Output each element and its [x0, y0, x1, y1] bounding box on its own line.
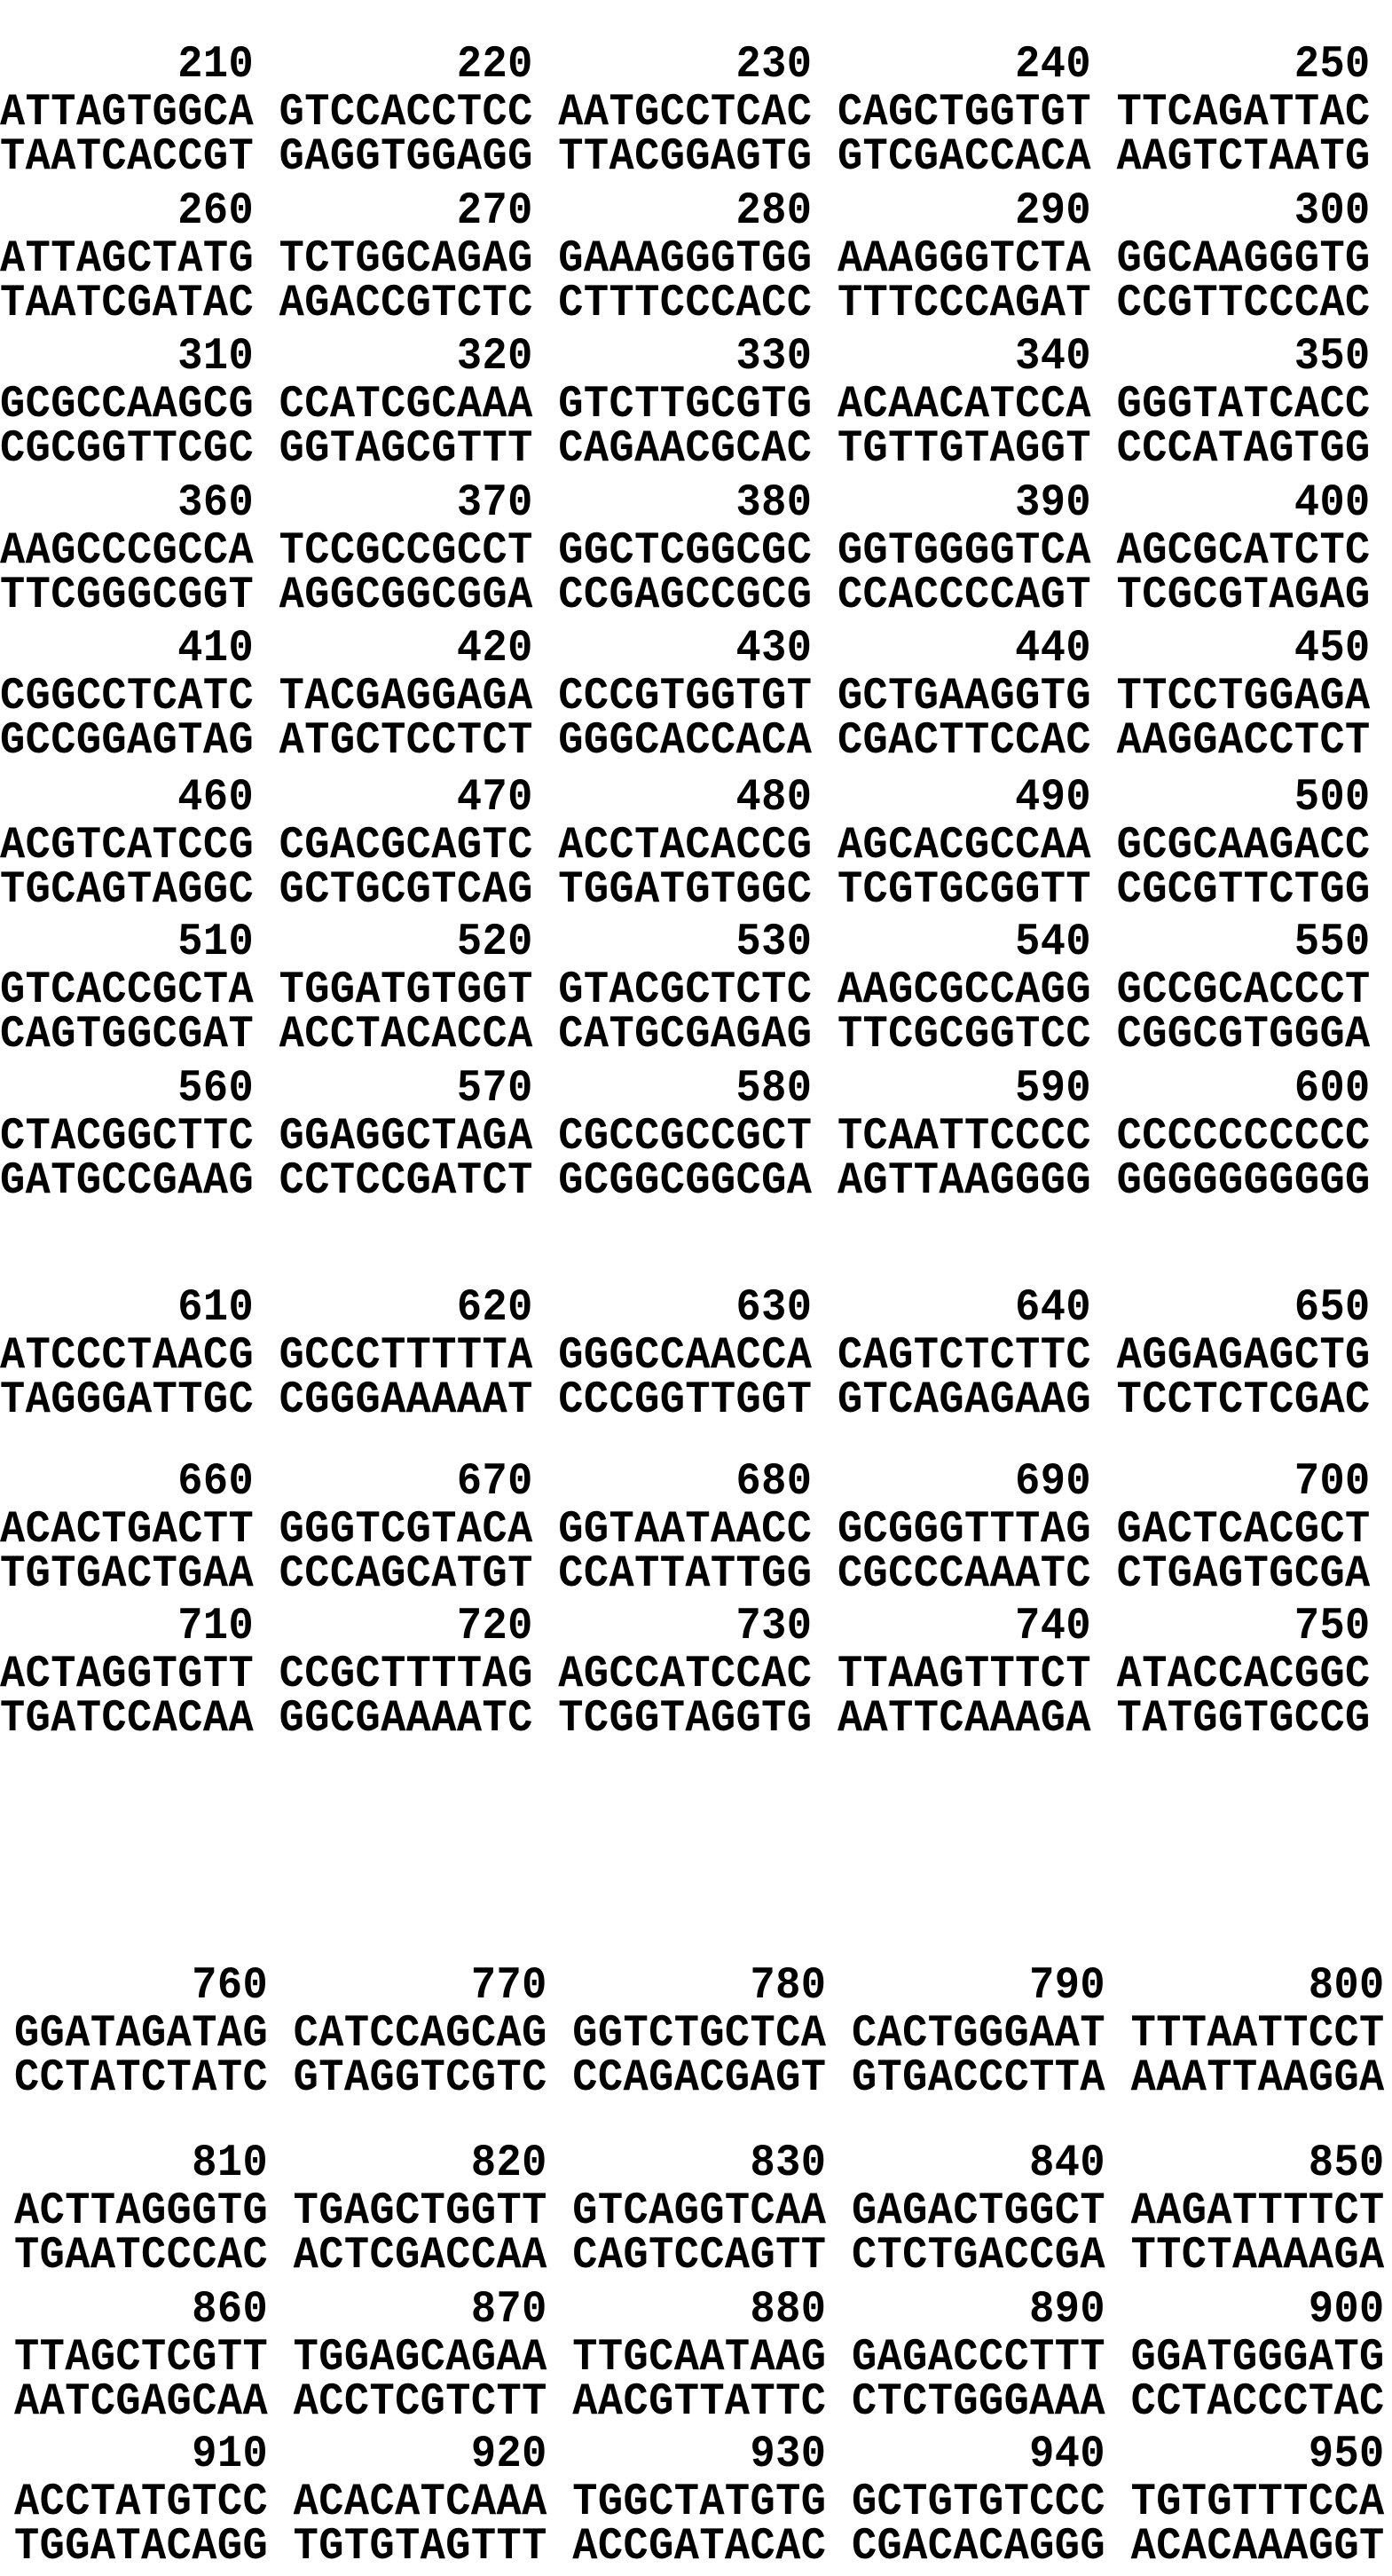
- position-labels: 710 720 730 740 750: [0, 1601, 1371, 1652]
- position-labels: 760 770 780 790 800: [14, 1960, 1385, 2012]
- bottom-strand-sequence: CGCGGTTCGC GGTAGCGTTT CAGAACGCAC TGTTGTAGGT CCCATAGTGG: [0, 423, 1371, 475]
- position-labels: 510 520 530 540 550: [0, 917, 1371, 968]
- top-strand-sequence: CGGCCTCATC TACGAGGAGA CCCGTGGTGT GCTGAAGGTG TTCCTGGAGA: [0, 671, 1371, 722]
- top-strand-sequence: ACCTATGTCC ACACATCAAA TGGCTATGTG GCTGTGTCCC TGTGTTTCCA: [14, 2477, 1385, 2528]
- bottom-strand-sequence: TGCAGTAGGC GCTGCGTCAG TGGATGTGGC TCGTGCGGTT CGCGTTCTGG: [0, 864, 1371, 916]
- position-labels: 310 320 330 340 350: [0, 331, 1371, 382]
- bottom-strand-sequence: CAGTGGCGAT ACCTACACCA CATGCGAGAG TTCGCGGTCC CGGCGTGGGA: [0, 1009, 1371, 1060]
- top-strand-sequence: ATCCCTAACG GCCCTTTTTA GGGCCAACCA CAGTCTCTTC AGGAGAGCTG: [0, 1330, 1371, 1382]
- top-strand-sequence: TTAGCTCGTT TGGAGCAGAA TTGCAATAAG GAGACCCTTT GGATGGGATG: [14, 2332, 1385, 2383]
- position-labels: 860 870 880 890 900: [14, 2284, 1385, 2336]
- top-strand-sequence: ATTAGCTATG TCTGGCAGAG GAAAGGGTGG AAAGGGTCTA GGCAAGGGTG: [0, 233, 1371, 285]
- top-strand-sequence: GCGCCAAGCG CCATCGCAAA GTCTTGCGTG ACAACATCCA GGGTATCACC: [0, 379, 1371, 430]
- bottom-strand-sequence: TGATCCACAA GGCGAAAATC TCGGTAGGTG AATTCAAAGA TATGGTGCCG: [0, 1693, 1371, 1745]
- top-strand-sequence: AAGCCCGCCA TCCGCCGCCT GGCTCGGCGC GGTGGGGTCA AGCGCATCTC: [0, 525, 1371, 577]
- bottom-strand-sequence: TGAATCCCAC ACTCGACCAA CAGTCCAGTT CTCTGACCGA TTCTAAAAGA: [14, 2230, 1385, 2281]
- position-labels: 260 270 280 290 300: [0, 185, 1371, 237]
- bottom-strand-sequence: CCTATCTATC GTAGGTCGTC CCAGACGAGT GTGACCCTTA AAATTAAGGA: [14, 2052, 1385, 2104]
- bottom-strand-sequence: TTCGGGCGGT AGGCGGCGGA CCGAGCCGCG CCACCCCAGT TCGCGTAGAG: [0, 570, 1371, 621]
- bottom-strand-sequence: TAATCGATAC AGACCGTCTC CTTTCCCACC TTTCCCAGAT CCGTTCCCAC: [0, 278, 1371, 329]
- position-labels: 210 220 230 240 250: [0, 39, 1371, 91]
- top-strand-sequence: ACACTGACTT GGGTCGTACA GGTAATAACC GCGGGTTTAG GACTCACGCT: [0, 1504, 1371, 1556]
- top-strand-sequence: CTACGGCTTC GGAGGCTAGA CGCCGCCGCT TCAATTCCCC CCCCCCCCCC: [0, 1111, 1371, 1162]
- position-labels: 360 370 380 390 400: [0, 477, 1371, 529]
- position-labels: 810 820 830 840 850: [14, 2138, 1385, 2189]
- bottom-strand-sequence: TAATCACCGT GAGGTGGAGG TTACGGAGTG GTCGACCACA AAGTCTAATG: [0, 131, 1371, 183]
- position-labels: 910 920 930 940 950: [14, 2429, 1385, 2480]
- position-labels: 560 570 580 590 600: [0, 1063, 1371, 1115]
- bottom-strand-sequence: TAGGGATTGC CGGGAAAAAT CCCGGTTGGT GTCAGAGAAG TCCTCTCGAC: [0, 1375, 1371, 1426]
- top-strand-sequence: GGATAGATAG CATCCAGCAG GGTCTGCTCA CACTGGGAAT TTTAATTCCT: [14, 2008, 1385, 2060]
- bottom-strand-sequence: TGTGACTGAA CCCAGCATGT CCATTATTGG CGCCCAAATC CTGAGTGCGA: [0, 1548, 1371, 1600]
- position-labels: 460 470 480 490 500: [0, 772, 1371, 823]
- bottom-strand-sequence: GATGCCGAAG CCTCCGATCT GCGGCGGCGA AGTTAAGGGG GGGGGGGGGG: [0, 1155, 1371, 1207]
- bottom-strand-sequence: TGGATACAGG TGTGTAGTTT ACCGATACAC CGACACAGGG ACACAAAGGT: [14, 2521, 1385, 2572]
- bottom-strand-sequence: AATCGAGCAA ACCTCGTCTT AACGTTATTC CTCTGGGAAA CCTACCCTAC: [14, 2376, 1385, 2428]
- top-strand-sequence: GTCACCGCTA TGGATGTGGT GTACGCTCTC AAGCGCCAGG GCCGCACCCT: [0, 965, 1371, 1016]
- top-strand-sequence: ACTAGGTGTT CCGCTTTTAG AGCCATCCAC TTAAGTTTCT ATACCACGGC: [0, 1649, 1371, 1700]
- top-strand-sequence: ATTAGTGGCA GTCCACCTCC AATGCCTCAC CAGCTGGTGT TTCAGATTAC: [0, 87, 1371, 138]
- top-strand-sequence: ACGTCATCCG CGACGCAGTC ACCTACACCG AGCACGCCAA GCGCAAGACC: [0, 820, 1371, 871]
- position-labels: 610 620 630 640 650: [0, 1282, 1371, 1334]
- bottom-strand-sequence: GCCGGAGTAG ATGCTCCTCT GGGCACCACA CGACTTCCAC AAGGACCTCT: [0, 715, 1371, 767]
- top-strand-sequence: ACTTAGGGTG TGAGCTGGTT GTCAGGTCAA GAGACTGGCT AAGATTTTCT: [14, 2186, 1385, 2237]
- position-labels: 660 670 680 690 700: [0, 1456, 1371, 1508]
- position-labels: 410 420 430 440 450: [0, 623, 1371, 674]
